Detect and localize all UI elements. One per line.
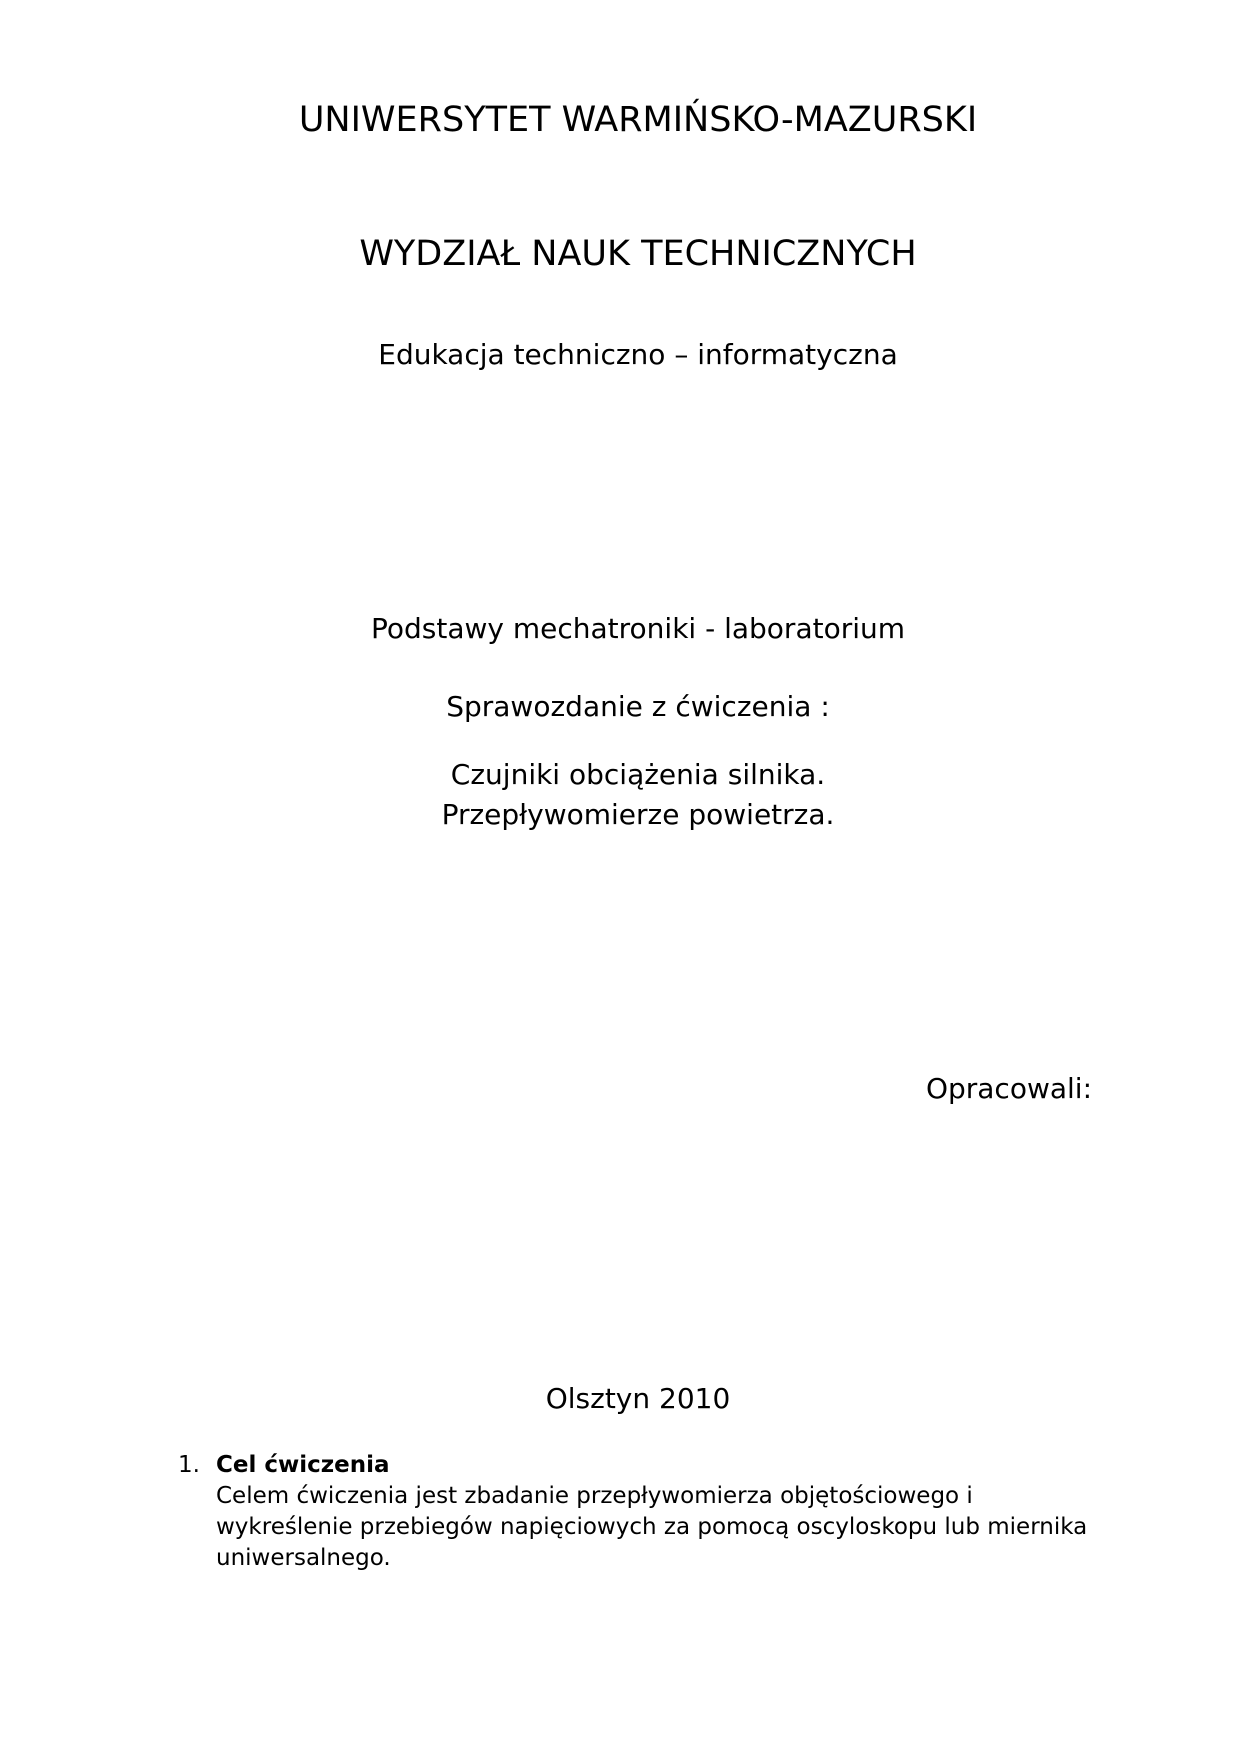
section-text-line-1: Celem ćwiczenia jest zbadanie przepływomierza objętościowego i xyxy=(216,1483,973,1509)
place-and-year: Olsztyn 2010 xyxy=(545,1382,731,1415)
university-name: UNIWERSYTET WARMIŃSKO-MAZURSKI xyxy=(298,100,978,140)
section-objective xyxy=(178,1450,1098,1574)
report-topic-line-1: Czujniki obciążenia silnika. xyxy=(450,758,826,791)
section-text-line-2: wykreślenie przebiegów napięciowych za pomocą oscyloskopu lub miernika xyxy=(216,1514,1088,1540)
authors-label: Opracowali: xyxy=(925,1072,1092,1105)
section-text-line-3: uniwersalnego. xyxy=(216,1545,391,1571)
report-topic-line-2: Przepływomierze powietrza. xyxy=(441,798,835,831)
section-number: 1. xyxy=(178,1452,200,1478)
course-subject: Podstawy mechatroniki - laboratorium xyxy=(370,612,906,645)
section-title: Cel ćwiczenia xyxy=(216,1452,390,1478)
section-body xyxy=(216,1450,1098,1574)
report-label: Sprawozdanie z ćwiczenia : xyxy=(446,690,830,723)
faculty-name: WYDZIAŁ NAUK TECHNICZNYCH xyxy=(359,234,917,274)
field-of-study: Edukacja techniczno – informatyczna xyxy=(378,338,898,371)
